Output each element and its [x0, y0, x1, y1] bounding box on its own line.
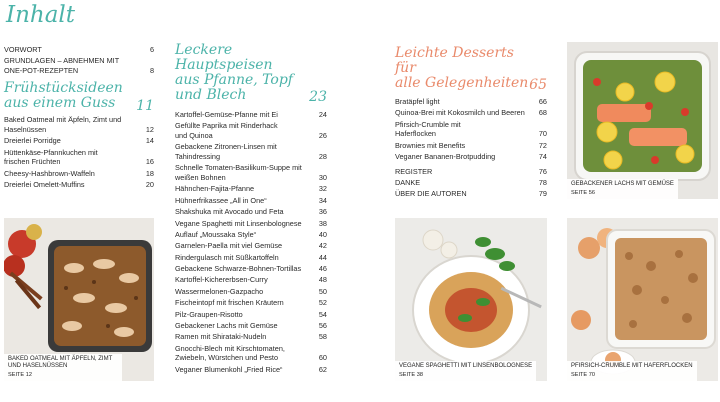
toc-entry[interactable]: Vegane Spaghetti mit Linsenbolognese 38	[175, 218, 327, 228]
vegane-spaghetti-image	[395, 218, 547, 381]
photo-vegane-spaghetti	[395, 218, 547, 381]
toc-entry[interactable]: Brownies mit Benefits 72	[395, 140, 547, 150]
toc-entry[interactable]: Dreierlei Porridge 14	[4, 136, 154, 146]
section-heading-desserts: Leichte Desserts für alle Gelegenheiten 65	[395, 45, 547, 94]
toc-entry[interactable]: Baked Oatmeal mit Äpfeln, Zimt und Haselnüssen 12	[4, 115, 154, 134]
toc-entry[interactable]: Hüttenkäse-Pfannkuchen mit frischen Früchten 16	[4, 147, 154, 167]
toc-entry[interactable]: Quinoa-Brei mit Kokosmilch und Beeren 68	[395, 108, 547, 118]
toc-entry[interactable]: Ramen mit Shirataki-Nudeln 58	[175, 332, 327, 342]
photo-caption: GEBACKENER LACHS MIT GEMÜSE SEITE 56	[567, 179, 678, 199]
toc-entry[interactable]: Garnelen-Paella mit viel Gemüse 42	[175, 241, 327, 251]
section-heading-fruehstueck: Frühstücksideen aus einem Guss 11	[4, 80, 154, 114]
toc-entry[interactable]: Gebackene Zitronen-Linsen mit Tahindressing 28	[175, 142, 327, 161]
page-title: Inhalt	[6, 2, 76, 28]
toc-entry[interactable]: Fischeintopf mit frischen Kräutern 52	[175, 298, 327, 308]
toc-entry-register[interactable]: REGISTER 76	[395, 166, 547, 176]
photo-baked-oatmeal	[4, 218, 154, 381]
toc-entry[interactable]: Auflauf „Moussaka Style“ 40	[175, 229, 327, 239]
section-page-number: 65	[529, 77, 547, 94]
toc-entry[interactable]: Hähnchen-Fajita-Pfanne 32	[175, 184, 327, 194]
toc-entry[interactable]: Hühnerfrikassee „All in One“ 34	[175, 195, 327, 205]
toc-entry[interactable]: Kartoffel-Gemüse-Pfanne mit Ei 24	[175, 110, 327, 119]
toc-entry-danke[interactable]: DANKE 78	[395, 177, 547, 187]
photo-caption: PFIRSICH-CRUMBLE MIT HAFERFLOCKEN SEITE 70	[567, 361, 697, 381]
toc-entry[interactable]: Gefüllte Paprika mit Rinderhack und Quinoa 26	[175, 121, 327, 140]
section-heading-hauptspeisen: Leckere Hauptspeisen aus Pfanne, Topf und Blech 23	[175, 42, 327, 106]
toc-entry[interactable]: Wassermelonen-Gazpacho 50	[175, 286, 327, 296]
toc-entry-autoren[interactable]: ÜBER DIE AUTOREN 79	[395, 189, 547, 199]
photo-caption: VEGANE SPAGHETTI MIT LINSENBOLOGNESE SEITE 38	[395, 361, 536, 381]
section-page-number: 23	[309, 89, 327, 106]
toc-entry[interactable]: Gebackene Schwarze-Bohnen-Tortillas 46	[175, 264, 327, 274]
photo-pfirsich-crumble	[567, 218, 718, 381]
toc-entry[interactable]: Shakshuka mit Avocado und Feta 36	[175, 207, 327, 217]
toc-entry-grundlagen[interactable]: GRUNDLAGEN – ABNEHMEN MIT ONE-POT-REZEPTEN 8	[4, 56, 154, 75]
toc-column-2	[175, 43, 327, 376]
toc-column-3	[395, 46, 547, 201]
toc-entry[interactable]: Pfirsich-Crumble mit Haferflocken 70	[395, 119, 547, 139]
photo-caption: BAKED OATMEAL MIT ÄPFELN, ZIMT UND HASELNÜSSEN SEITE 12	[4, 354, 122, 382]
toc-entry-vorwort[interactable]: VORWORT 6	[4, 45, 154, 54]
section-page-number: 11	[136, 97, 154, 114]
toc-entry[interactable]: Bratäpfel light 66	[395, 97, 547, 106]
toc-entry[interactable]: Dreierlei Omelett-Muffins 20	[4, 180, 154, 190]
photo-gebackener-lachs	[567, 42, 718, 199]
pfirsich-crumble-image	[567, 218, 718, 381]
toc-entry[interactable]: Veganer Blumenkohl „Fried Rice“ 62	[175, 364, 327, 374]
toc-entry[interactable]: Veganer Bananen-Brotpudding 74	[395, 152, 547, 162]
gebackener-lachs-image	[567, 42, 718, 199]
toc-entry[interactable]: Gebackener Lachs mit Gemüse 56	[175, 321, 327, 331]
toc-entry[interactable]: Cheesy-Hashbrown-Waffeln 18	[4, 168, 154, 178]
toc-entry[interactable]: Gnocchi-Blech mit Kirschtomaten, Zwiebeln, Würstchen und Pesto 60	[175, 343, 327, 363]
toc-entry[interactable]: Kartoffel-Kichererbsen-Curry 48	[175, 275, 327, 285]
toc-entry[interactable]: Rindergulasch mit Süßkartoffeln 44	[175, 252, 327, 262]
toc-entry[interactable]: Schnelle Tomaten-Basilikum-Suppe mit weißen Bohnen 30	[175, 163, 327, 182]
toc-column-1	[4, 45, 154, 192]
toc-entry[interactable]: Pilz-Graupen-Risotto 54	[175, 309, 327, 319]
